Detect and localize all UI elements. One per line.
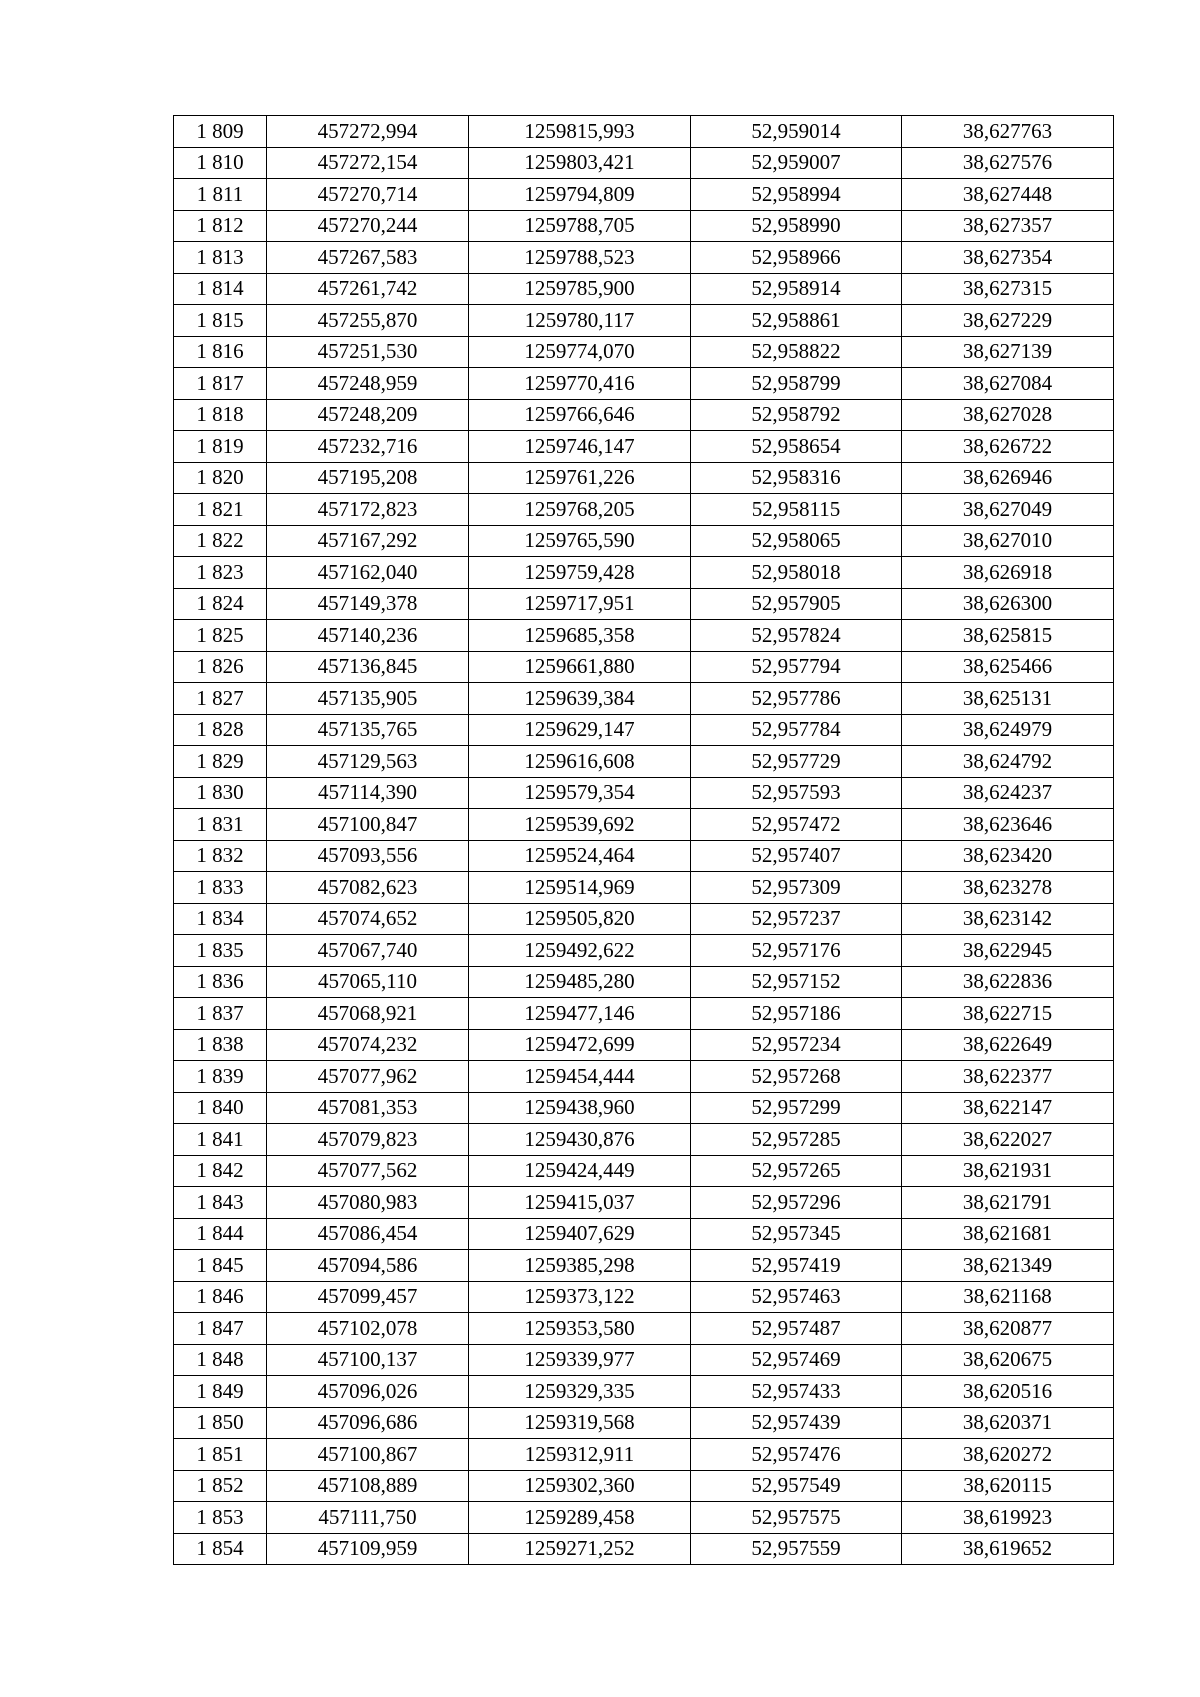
point-number-cell: 1 823 xyxy=(174,557,267,589)
latitude-cell: 52,958990 xyxy=(691,210,902,242)
x-coordinate-cell: 457065,110 xyxy=(267,966,469,998)
point-number-cell: 1 849 xyxy=(174,1376,267,1408)
y-coordinate-cell: 1259385,298 xyxy=(469,1250,691,1282)
x-coordinate-cell: 457114,390 xyxy=(267,777,469,809)
longitude-cell: 38,626946 xyxy=(902,462,1114,494)
table-row xyxy=(174,1124,1114,1156)
latitude-cell: 52,957439 xyxy=(691,1407,902,1439)
longitude-cell: 38,627139 xyxy=(902,336,1114,368)
x-coordinate-cell: 457172,823 xyxy=(267,494,469,526)
table-row xyxy=(174,1029,1114,1061)
point-number-cell: 1 838 xyxy=(174,1029,267,1061)
latitude-cell: 52,957296 xyxy=(691,1187,902,1219)
point-number-cell: 1 810 xyxy=(174,147,267,179)
longitude-cell: 38,625131 xyxy=(902,683,1114,715)
latitude-cell: 52,957559 xyxy=(691,1533,902,1565)
table-row xyxy=(174,1344,1114,1376)
longitude-cell: 38,627315 xyxy=(902,273,1114,305)
latitude-cell: 52,957186 xyxy=(691,998,902,1030)
point-number-cell: 1 834 xyxy=(174,903,267,935)
latitude-cell: 52,959007 xyxy=(691,147,902,179)
y-coordinate-cell: 1259312,911 xyxy=(469,1439,691,1471)
latitude-cell: 52,958914 xyxy=(691,273,902,305)
latitude-cell: 52,957729 xyxy=(691,746,902,778)
longitude-cell: 38,624237 xyxy=(902,777,1114,809)
table-row xyxy=(174,809,1114,841)
point-number-cell: 1 846 xyxy=(174,1281,267,1313)
longitude-cell: 38,623278 xyxy=(902,872,1114,904)
longitude-cell: 38,620516 xyxy=(902,1376,1114,1408)
y-coordinate-cell: 1259454,444 xyxy=(469,1061,691,1093)
table-row xyxy=(174,1439,1114,1471)
y-coordinate-cell: 1259302,360 xyxy=(469,1470,691,1502)
x-coordinate-cell: 457162,040 xyxy=(267,557,469,589)
table-row xyxy=(174,305,1114,337)
y-coordinate-cell: 1259788,705 xyxy=(469,210,691,242)
x-coordinate-cell: 457248,209 xyxy=(267,399,469,431)
point-number-cell: 1 818 xyxy=(174,399,267,431)
longitude-cell: 38,622147 xyxy=(902,1092,1114,1124)
longitude-cell: 38,620371 xyxy=(902,1407,1114,1439)
longitude-cell: 38,622836 xyxy=(902,966,1114,998)
longitude-cell: 38,626918 xyxy=(902,557,1114,589)
longitude-cell: 38,621791 xyxy=(902,1187,1114,1219)
longitude-cell: 38,620877 xyxy=(902,1313,1114,1345)
table-row xyxy=(174,1218,1114,1250)
point-number-cell: 1 815 xyxy=(174,305,267,337)
table-row xyxy=(174,557,1114,589)
x-coordinate-cell: 457082,623 xyxy=(267,872,469,904)
latitude-cell: 52,958994 xyxy=(691,179,902,211)
x-coordinate-cell: 457096,026 xyxy=(267,1376,469,1408)
point-number-cell: 1 854 xyxy=(174,1533,267,1565)
x-coordinate-cell: 457100,867 xyxy=(267,1439,469,1471)
y-coordinate-cell: 1259785,900 xyxy=(469,273,691,305)
y-coordinate-cell: 1259815,993 xyxy=(469,116,691,148)
y-coordinate-cell: 1259717,951 xyxy=(469,588,691,620)
point-number-cell: 1 845 xyxy=(174,1250,267,1282)
y-coordinate-cell: 1259770,416 xyxy=(469,368,691,400)
table-row xyxy=(174,651,1114,683)
latitude-cell: 52,957299 xyxy=(691,1092,902,1124)
y-coordinate-cell: 1259639,384 xyxy=(469,683,691,715)
point-number-cell: 1 836 xyxy=(174,966,267,998)
longitude-cell: 38,627084 xyxy=(902,368,1114,400)
x-coordinate-cell: 457094,586 xyxy=(267,1250,469,1282)
latitude-cell: 52,957407 xyxy=(691,840,902,872)
latitude-cell: 52,957472 xyxy=(691,809,902,841)
x-coordinate-cell: 457272,994 xyxy=(267,116,469,148)
table-row xyxy=(174,399,1114,431)
y-coordinate-cell: 1259685,358 xyxy=(469,620,691,652)
y-coordinate-cell: 1259794,809 xyxy=(469,179,691,211)
point-number-cell: 1 837 xyxy=(174,998,267,1030)
point-number-cell: 1 833 xyxy=(174,872,267,904)
x-coordinate-cell: 457077,562 xyxy=(267,1155,469,1187)
longitude-cell: 38,626300 xyxy=(902,588,1114,620)
x-coordinate-cell: 457100,847 xyxy=(267,809,469,841)
latitude-cell: 52,957593 xyxy=(691,777,902,809)
point-number-cell: 1 842 xyxy=(174,1155,267,1187)
table-row xyxy=(174,462,1114,494)
x-coordinate-cell: 457251,530 xyxy=(267,336,469,368)
x-coordinate-cell: 457099,457 xyxy=(267,1281,469,1313)
latitude-cell: 52,958822 xyxy=(691,336,902,368)
x-coordinate-cell: 457074,232 xyxy=(267,1029,469,1061)
longitude-cell: 38,620115 xyxy=(902,1470,1114,1502)
longitude-cell: 38,621681 xyxy=(902,1218,1114,1250)
x-coordinate-cell: 457272,154 xyxy=(267,147,469,179)
x-coordinate-cell: 457109,959 xyxy=(267,1533,469,1565)
table-row xyxy=(174,1250,1114,1282)
x-coordinate-cell: 457086,454 xyxy=(267,1218,469,1250)
y-coordinate-cell: 1259768,205 xyxy=(469,494,691,526)
coordinates-table xyxy=(173,115,1114,1565)
x-coordinate-cell: 457068,921 xyxy=(267,998,469,1030)
longitude-cell: 38,622715 xyxy=(902,998,1114,1030)
latitude-cell: 52,957433 xyxy=(691,1376,902,1408)
longitude-cell: 38,619652 xyxy=(902,1533,1114,1565)
table-row xyxy=(174,494,1114,526)
x-coordinate-cell: 457111,750 xyxy=(267,1502,469,1534)
point-number-cell: 1 843 xyxy=(174,1187,267,1219)
table-row xyxy=(174,1470,1114,1502)
y-coordinate-cell: 1259438,960 xyxy=(469,1092,691,1124)
table-row xyxy=(174,1092,1114,1124)
x-coordinate-cell: 457135,905 xyxy=(267,683,469,715)
table-row xyxy=(174,903,1114,935)
point-number-cell: 1 853 xyxy=(174,1502,267,1534)
longitude-cell: 38,622945 xyxy=(902,935,1114,967)
table-row xyxy=(174,1061,1114,1093)
longitude-cell: 38,627448 xyxy=(902,179,1114,211)
x-coordinate-cell: 457100,137 xyxy=(267,1344,469,1376)
table-row xyxy=(174,210,1114,242)
longitude-cell: 38,623646 xyxy=(902,809,1114,841)
point-number-cell: 1 832 xyxy=(174,840,267,872)
latitude-cell: 52,958966 xyxy=(691,242,902,274)
y-coordinate-cell: 1259759,428 xyxy=(469,557,691,589)
latitude-cell: 52,957345 xyxy=(691,1218,902,1250)
y-coordinate-cell: 1259780,117 xyxy=(469,305,691,337)
point-number-cell: 1 851 xyxy=(174,1439,267,1471)
longitude-cell: 38,627576 xyxy=(902,147,1114,179)
point-number-cell: 1 820 xyxy=(174,462,267,494)
point-number-cell: 1 839 xyxy=(174,1061,267,1093)
y-coordinate-cell: 1259579,354 xyxy=(469,777,691,809)
longitude-cell: 38,627354 xyxy=(902,242,1114,274)
longitude-cell: 38,626722 xyxy=(902,431,1114,463)
latitude-cell: 52,957309 xyxy=(691,872,902,904)
table-row xyxy=(174,1187,1114,1219)
point-number-cell: 1 811 xyxy=(174,179,267,211)
point-number-cell: 1 841 xyxy=(174,1124,267,1156)
longitude-cell: 38,621349 xyxy=(902,1250,1114,1282)
latitude-cell: 52,957463 xyxy=(691,1281,902,1313)
x-coordinate-cell: 457129,563 xyxy=(267,746,469,778)
y-coordinate-cell: 1259661,880 xyxy=(469,651,691,683)
point-number-cell: 1 840 xyxy=(174,1092,267,1124)
latitude-cell: 52,959014 xyxy=(691,116,902,148)
longitude-cell: 38,627028 xyxy=(902,399,1114,431)
longitude-cell: 38,625815 xyxy=(902,620,1114,652)
point-number-cell: 1 830 xyxy=(174,777,267,809)
point-number-cell: 1 850 xyxy=(174,1407,267,1439)
y-coordinate-cell: 1259746,147 xyxy=(469,431,691,463)
y-coordinate-cell: 1259339,977 xyxy=(469,1344,691,1376)
x-coordinate-cell: 457093,556 xyxy=(267,840,469,872)
longitude-cell: 38,622377 xyxy=(902,1061,1114,1093)
table-row xyxy=(174,935,1114,967)
point-number-cell: 1 852 xyxy=(174,1470,267,1502)
x-coordinate-cell: 457232,716 xyxy=(267,431,469,463)
y-coordinate-cell: 1259765,590 xyxy=(469,525,691,557)
x-coordinate-cell: 457270,714 xyxy=(267,179,469,211)
x-coordinate-cell: 457261,742 xyxy=(267,273,469,305)
longitude-cell: 38,625466 xyxy=(902,651,1114,683)
longitude-cell: 38,623142 xyxy=(902,903,1114,935)
x-coordinate-cell: 457136,845 xyxy=(267,651,469,683)
x-coordinate-cell: 457267,583 xyxy=(267,242,469,274)
y-coordinate-cell: 1259774,070 xyxy=(469,336,691,368)
longitude-cell: 38,620675 xyxy=(902,1344,1114,1376)
table-row xyxy=(174,777,1114,809)
latitude-cell: 52,957268 xyxy=(691,1061,902,1093)
point-number-cell: 1 809 xyxy=(174,116,267,148)
y-coordinate-cell: 1259761,226 xyxy=(469,462,691,494)
y-coordinate-cell: 1259430,876 xyxy=(469,1124,691,1156)
y-coordinate-cell: 1259407,629 xyxy=(469,1218,691,1250)
y-coordinate-cell: 1259629,147 xyxy=(469,714,691,746)
latitude-cell: 52,957794 xyxy=(691,651,902,683)
x-coordinate-cell: 457108,889 xyxy=(267,1470,469,1502)
x-coordinate-cell: 457140,236 xyxy=(267,620,469,652)
longitude-cell: 38,621931 xyxy=(902,1155,1114,1187)
y-coordinate-cell: 1259492,622 xyxy=(469,935,691,967)
x-coordinate-cell: 457255,870 xyxy=(267,305,469,337)
y-coordinate-cell: 1259271,252 xyxy=(469,1533,691,1565)
table-row xyxy=(174,872,1114,904)
point-number-cell: 1 812 xyxy=(174,210,267,242)
latitude-cell: 52,957786 xyxy=(691,683,902,715)
point-number-cell: 1 821 xyxy=(174,494,267,526)
latitude-cell: 52,957487 xyxy=(691,1313,902,1345)
longitude-cell: 38,627049 xyxy=(902,494,1114,526)
table-row xyxy=(174,683,1114,715)
latitude-cell: 52,958065 xyxy=(691,525,902,557)
latitude-cell: 52,957285 xyxy=(691,1124,902,1156)
table-row xyxy=(174,588,1114,620)
longitude-cell: 38,624979 xyxy=(902,714,1114,746)
y-coordinate-cell: 1259353,580 xyxy=(469,1313,691,1345)
longitude-cell: 38,627763 xyxy=(902,116,1114,148)
table-row xyxy=(174,998,1114,1030)
table-row xyxy=(174,840,1114,872)
x-coordinate-cell: 457270,244 xyxy=(267,210,469,242)
table-row xyxy=(174,525,1114,557)
latitude-cell: 52,957824 xyxy=(691,620,902,652)
table-row xyxy=(174,620,1114,652)
y-coordinate-cell: 1259788,523 xyxy=(469,242,691,274)
point-number-cell: 1 813 xyxy=(174,242,267,274)
x-coordinate-cell: 457248,959 xyxy=(267,368,469,400)
latitude-cell: 52,957549 xyxy=(691,1470,902,1502)
latitude-cell: 52,958316 xyxy=(691,462,902,494)
point-number-cell: 1 827 xyxy=(174,683,267,715)
latitude-cell: 52,957905 xyxy=(691,588,902,620)
y-coordinate-cell: 1259373,122 xyxy=(469,1281,691,1313)
x-coordinate-cell: 457096,686 xyxy=(267,1407,469,1439)
point-number-cell: 1 814 xyxy=(174,273,267,305)
x-coordinate-cell: 457079,823 xyxy=(267,1124,469,1156)
table-row xyxy=(174,714,1114,746)
y-coordinate-cell: 1259415,037 xyxy=(469,1187,691,1219)
latitude-cell: 52,957234 xyxy=(691,1029,902,1061)
x-coordinate-cell: 457102,078 xyxy=(267,1313,469,1345)
table-row xyxy=(174,1407,1114,1439)
table-row xyxy=(174,179,1114,211)
latitude-cell: 52,958018 xyxy=(691,557,902,589)
x-coordinate-cell: 457067,740 xyxy=(267,935,469,967)
point-number-cell: 1 822 xyxy=(174,525,267,557)
latitude-cell: 52,957784 xyxy=(691,714,902,746)
y-coordinate-cell: 1259505,820 xyxy=(469,903,691,935)
longitude-cell: 38,624792 xyxy=(902,746,1114,778)
y-coordinate-cell: 1259319,568 xyxy=(469,1407,691,1439)
longitude-cell: 38,627010 xyxy=(902,525,1114,557)
x-coordinate-cell: 457135,765 xyxy=(267,714,469,746)
table-row xyxy=(174,1502,1114,1534)
table-row xyxy=(174,1155,1114,1187)
y-coordinate-cell: 1259539,692 xyxy=(469,809,691,841)
table-row xyxy=(174,116,1114,148)
latitude-cell: 52,957476 xyxy=(691,1439,902,1471)
latitude-cell: 52,957237 xyxy=(691,903,902,935)
x-coordinate-cell: 457167,292 xyxy=(267,525,469,557)
table-row xyxy=(174,1533,1114,1565)
longitude-cell: 38,623420 xyxy=(902,840,1114,872)
table-row xyxy=(174,1281,1114,1313)
latitude-cell: 52,958792 xyxy=(691,399,902,431)
coordinates-table-body xyxy=(174,116,1114,1565)
table-row xyxy=(174,147,1114,179)
latitude-cell: 52,958799 xyxy=(691,368,902,400)
point-number-cell: 1 824 xyxy=(174,588,267,620)
point-number-cell: 1 844 xyxy=(174,1218,267,1250)
y-coordinate-cell: 1259472,699 xyxy=(469,1029,691,1061)
table-row xyxy=(174,1313,1114,1345)
latitude-cell: 52,957176 xyxy=(691,935,902,967)
y-coordinate-cell: 1259477,146 xyxy=(469,998,691,1030)
latitude-cell: 52,958861 xyxy=(691,305,902,337)
y-coordinate-cell: 1259803,421 xyxy=(469,147,691,179)
table-row xyxy=(174,1376,1114,1408)
table-row xyxy=(174,966,1114,998)
y-coordinate-cell: 1259329,335 xyxy=(469,1376,691,1408)
x-coordinate-cell: 457074,652 xyxy=(267,903,469,935)
point-number-cell: 1 825 xyxy=(174,620,267,652)
longitude-cell: 38,621168 xyxy=(902,1281,1114,1313)
longitude-cell: 38,622027 xyxy=(902,1124,1114,1156)
point-number-cell: 1 847 xyxy=(174,1313,267,1345)
latitude-cell: 52,958115 xyxy=(691,494,902,526)
latitude-cell: 52,957265 xyxy=(691,1155,902,1187)
point-number-cell: 1 831 xyxy=(174,809,267,841)
latitude-cell: 52,957152 xyxy=(691,966,902,998)
point-number-cell: 1 816 xyxy=(174,336,267,368)
latitude-cell: 52,957419 xyxy=(691,1250,902,1282)
x-coordinate-cell: 457080,983 xyxy=(267,1187,469,1219)
x-coordinate-cell: 457081,353 xyxy=(267,1092,469,1124)
latitude-cell: 52,957469 xyxy=(691,1344,902,1376)
x-coordinate-cell: 457149,378 xyxy=(267,588,469,620)
y-coordinate-cell: 1259524,464 xyxy=(469,840,691,872)
x-coordinate-cell: 457195,208 xyxy=(267,462,469,494)
latitude-cell: 52,958654 xyxy=(691,431,902,463)
table-row xyxy=(174,368,1114,400)
table-row xyxy=(174,336,1114,368)
x-coordinate-cell: 457077,962 xyxy=(267,1061,469,1093)
y-coordinate-cell: 1259485,280 xyxy=(469,966,691,998)
longitude-cell: 38,620272 xyxy=(902,1439,1114,1471)
point-number-cell: 1 835 xyxy=(174,935,267,967)
longitude-cell: 38,622649 xyxy=(902,1029,1114,1061)
table-row xyxy=(174,746,1114,778)
point-number-cell: 1 819 xyxy=(174,431,267,463)
point-number-cell: 1 817 xyxy=(174,368,267,400)
y-coordinate-cell: 1259766,646 xyxy=(469,399,691,431)
latitude-cell: 52,957575 xyxy=(691,1502,902,1534)
longitude-cell: 38,627229 xyxy=(902,305,1114,337)
point-number-cell: 1 826 xyxy=(174,651,267,683)
point-number-cell: 1 828 xyxy=(174,714,267,746)
table-row xyxy=(174,431,1114,463)
longitude-cell: 38,619923 xyxy=(902,1502,1114,1534)
y-coordinate-cell: 1259424,449 xyxy=(469,1155,691,1187)
point-number-cell: 1 829 xyxy=(174,746,267,778)
point-number-cell: 1 848 xyxy=(174,1344,267,1376)
table-row xyxy=(174,273,1114,305)
y-coordinate-cell: 1259616,608 xyxy=(469,746,691,778)
table-row xyxy=(174,242,1114,274)
y-coordinate-cell: 1259289,458 xyxy=(469,1502,691,1534)
longitude-cell: 38,627357 xyxy=(902,210,1114,242)
y-coordinate-cell: 1259514,969 xyxy=(469,872,691,904)
